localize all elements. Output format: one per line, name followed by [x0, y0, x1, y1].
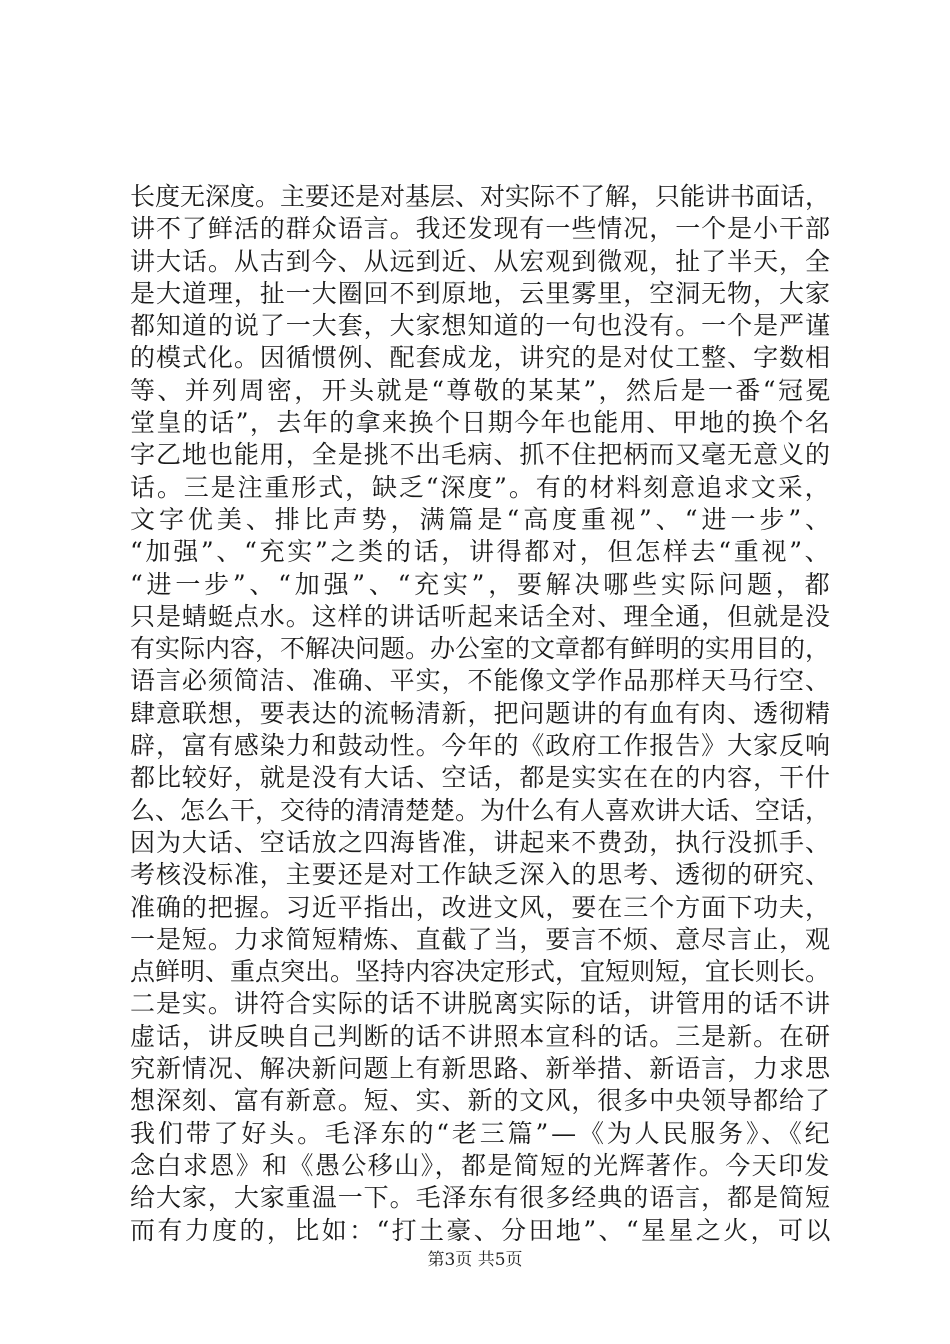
- text-line: 准确的把握。习近平指出，改进文风，要在三个方面下功夫，: [130, 892, 831, 922]
- text-line: 么、怎么干，交待的清清楚楚。为什么有人喜欢讲大话、空话，: [130, 795, 831, 825]
- text-line: 我们带了好头。毛泽东的“老三篇”—《为人民服务》、《纪: [130, 1118, 833, 1148]
- text-line: 给大家，大家重温一下。毛泽东有很多经典的语言，都是简短: [130, 1183, 831, 1213]
- text-line: 肆意联想，要表达的流畅清新，把问题讲的有血有肉、透彻精: [130, 698, 831, 728]
- text-line: 因为大话、空话放之四海皆准，讲起来不费劲，执行没抓手、: [130, 827, 831, 857]
- text-line: 文字优美、排比声势，满篇是“高度重视”、“进一步”、: [130, 504, 835, 534]
- text-line: 讲不了鲜活的群众语言。我还发现有一些情况，一个是小干部: [130, 214, 831, 244]
- text-line: 字乙地也能用，全是挑不出毛病、抓不住把柄而又毫无意义的: [130, 440, 831, 470]
- text-line: 辟，富有感染力和鼓动性。今年的《政府工作报告》大家反响: [130, 731, 831, 761]
- text-line: 都知道的说了一大套，大家想知道的一句也没有。一个是严谨: [130, 311, 831, 341]
- text-line: 二是实。讲符合实际的话不讲脱离实际的话，讲管用的话不讲: [130, 989, 831, 1019]
- text-line: 念白求恩》和《愚公移山》，都是简短的光辉著作。今天印发: [130, 1150, 831, 1180]
- text-line: 考核没标准，主要还是对工作缺乏深入的思考、透彻的研究、: [130, 860, 831, 890]
- text-line: 话。三是注重形式，缺乏“深度”。有的材料刻意追求文采，: [130, 472, 832, 502]
- text-line: “进一步”、“加强”、“充实”，要解决哪些实际问题，都: [130, 569, 834, 599]
- text-line: 等、并列周密，开头就是“尊敬的某某”，然后是一番“冠冕: [130, 375, 833, 405]
- text-line: 有实际内容，不解决问题。办公室的文章都有鲜明的实用目的，: [130, 634, 831, 664]
- text-line: 的模式化。因循惯例、配套成龙，讲究的是对仗工整、字数相: [130, 343, 831, 373]
- body-paragraph: [130, 181, 835, 1247]
- text-line: 想深刻、富有新意。短、实、新的文风，很多中央领导都给了: [130, 1086, 831, 1116]
- text-line: 都比较好，就是没有大话、空话，都是实实在在的内容，干什: [130, 763, 831, 793]
- text-line: 一是短。力求简短精炼、直截了当，要言不烦、意尽言止，观: [130, 924, 831, 954]
- text-line: 只是蜻蜓点水。这样的讲话听起来话全对、理全通，但就是没: [130, 601, 831, 631]
- text-line: 堂皇的话”，去年的拿来换个日期今年也能用、甲地的换个名: [130, 408, 832, 438]
- text-line: 讲大话。从古到今、从远到近、从宏观到微观，扯了半天，全: [130, 246, 831, 276]
- text-line: 究新情况、解决新问题上有新思路、新举措、新语言，力求思: [130, 1054, 831, 1084]
- text-line: 虚话，讲反映自己判断的话不讲照本宣科的话。三是新。在研: [130, 1021, 831, 1051]
- text-line: “加强”、“充实”之类的话，讲得都对，但怎样去“重视”、: [130, 537, 833, 567]
- text-line: 长度无深度。主要还是对基层、对实际不了解，只能讲书面话，: [130, 182, 831, 211]
- text-line: 而有力度的，比如：“打土豪、分田地”、“星星之火，可以: [130, 1215, 833, 1245]
- text-line: 是大道理，扯一大圈回不到原地，云里雾里，空洞无物，大家: [130, 278, 831, 308]
- page-indicator: 第3页 共5页: [427, 1250, 523, 1270]
- text-line: 语言必须简洁、准确、平实，不能像文学作品那样天马行空、: [130, 666, 831, 696]
- text-line: 点鲜明、重点突出。坚持内容决定形式，宜短则短，宜长则长。: [130, 957, 831, 987]
